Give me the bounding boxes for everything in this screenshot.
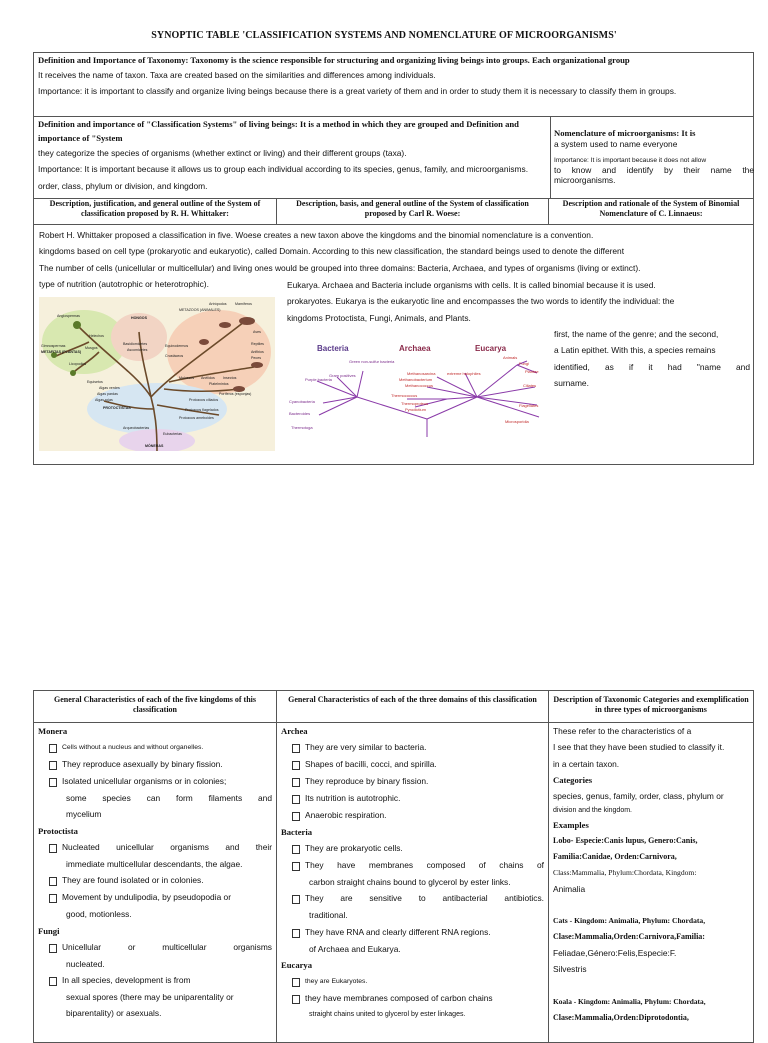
label-methanosarcina: Methanosarcina — [407, 371, 436, 376]
checkbox-bullet-icon — [49, 894, 57, 903]
body-line: kingdoms based on cell type (prokaryotic and eukaryotic), called Domain. According to this new classification, the standard beings used to denote the different — [39, 246, 625, 257]
label-microsporidia: Microsporidia — [505, 419, 529, 424]
checkbox-bullet-icon — [49, 761, 57, 770]
checkbox-bullet-icon — [292, 895, 300, 904]
label-insectos: Insectos — [223, 376, 237, 380]
kingdoms-cell — [34, 723, 277, 1043]
nomenclature-cell — [550, 116, 754, 198]
domain-archaea: Archaea — [399, 344, 431, 353]
label-green-bacteria: Green non-sulfur bacteria — [349, 359, 395, 364]
label-fungi: Fungi — [519, 361, 530, 366]
label-pyrodictium: Pyrodictium — [405, 407, 426, 412]
label-algas-verdes: Algas verdes — [99, 386, 120, 390]
label-eubacterias: Eubacterias — [163, 432, 182, 436]
synoptic-table-bottom — [33, 690, 754, 1043]
checkbox-bullet-icon — [292, 744, 300, 753]
list-item: They are very similar to bacteria. — [281, 739, 544, 756]
list-item-continued: nucleated. — [66, 958, 105, 969]
label-metafitas: METAFITAS (PLANTAS) — [41, 350, 82, 354]
document-title: SYNOPTIC TABLE 'CLASSIFICATION SYSTEMS AND NOMENCLATURE OF MICROORGANISMS' — [151, 30, 617, 41]
label-musgos: Musgos — [85, 346, 98, 350]
list-item: Movement by undulipodia, by pseudopodia or — [38, 889, 272, 906]
label-protoctistas: PROTOCTISTAS — [103, 406, 131, 410]
example-cat: Clase:Mammalia,Orden:Carnivora,Familia: — [553, 932, 705, 942]
kingdom-monera: Monera — [38, 726, 68, 736]
label-protozoos-ameboides: Protozoos ameboides — [179, 416, 214, 420]
body-line: Robert H. Whittaker proposed a classification in five. Woese creates a new taxon above the kingdoms and the binomial nomenclature is a convention. — [39, 230, 594, 240]
label-algas-pardas: Algas pardas — [97, 392, 118, 396]
list-item: They have membranes composed of chains of — [281, 857, 544, 874]
woese-line: Eukarya. Archaea and Bacteria include organisms with cells. It is called binomial because it is used. — [287, 280, 656, 290]
taxonomy-text: division and the kingdom. — [553, 806, 632, 814]
taxonomy-text: in a certain taxon. — [553, 758, 620, 769]
domain-archea: Archea — [281, 726, 308, 736]
label-halophiles: extreme halophiles — [447, 371, 481, 376]
list-item: They are sensitive to antibacterial antibiotics. — [281, 890, 544, 907]
list-item: They reproduce by binary fission. — [281, 773, 544, 790]
body-line: type of nutrition (autotrophic or heterotrophic). — [39, 279, 209, 290]
taxonomy-text: species, genus, family, order, class, phylum or — [553, 791, 724, 802]
checkbox-bullet-icon — [49, 844, 57, 853]
nomenclature-heading: Nomenclature of microorganisms: It is — [554, 128, 696, 138]
list-item-continued: immediate multicellular descendants, the algae. — [66, 858, 243, 869]
taxonomy-text: These refer to the characteristics of a — [553, 726, 692, 736]
checkbox-bullet-icon — [49, 744, 57, 753]
header-five-kingdoms: General Characteristics of each of the five kingdoms of this classification — [34, 691, 277, 723]
label-artropodos: Artrópodos — [209, 302, 227, 306]
label-protozoos-ciliados: Protozoos ciliados — [189, 398, 219, 402]
nomenclature-line: to know and identify by their name the microorganisms. — [554, 164, 754, 185]
label-animals: Animals — [503, 355, 518, 360]
label-angiospermas: Angiospermas — [57, 314, 80, 318]
label-basidiomicetes: Basidiomicetes — [123, 342, 148, 346]
label-gimnospermas: Gimnospermas — [41, 344, 66, 348]
synoptic-table-top — [33, 52, 754, 465]
example-wolf: Animalia — [553, 883, 586, 894]
label-arqueobacterias: Arqueobacterias — [123, 426, 150, 430]
label-moneras: MÓNERAS — [145, 444, 164, 448]
list-item: They reproduce asexually by binary fission. — [38, 756, 272, 773]
list-item-continued: mycelium — [66, 809, 102, 820]
label-methanobacterium: Methanobacterium — [399, 377, 433, 382]
label-peces: Peces — [251, 356, 261, 360]
label-thermoproteus: Thermoproteus — [401, 401, 429, 406]
kingdom-protoctista: Protoctista — [38, 825, 78, 836]
linnaeus-line: identified, as if it had "name and — [554, 361, 750, 372]
checkbox-bullet-icon — [49, 778, 57, 787]
label-hongos: HONGOS — [131, 316, 147, 320]
checkbox-bullet-icon — [49, 977, 57, 986]
label-equisetos: Equisetos — [87, 380, 103, 384]
example-wolf: Familia:Canidae, Orden:Carnivora, — [553, 851, 677, 861]
header-three-domains: General Characteristics of each of the three domains of this classification — [277, 691, 549, 723]
checkbox-bullet-icon — [292, 929, 300, 938]
taxonomy-text: I see that they have been studied to classify it. — [553, 742, 725, 753]
header-whittaker: Description, justification, and general outline of the System of classification proposed by R. H. Whittaker: — [34, 199, 277, 225]
list-item-continued: some species can form filaments and — [66, 793, 272, 803]
linnaeus-line: a Latin epithet. With this, a species remains — [554, 345, 716, 356]
label-cyanobacteria: Cyanobacteria — [289, 399, 315, 404]
checkbox-bullet-icon — [292, 995, 300, 1004]
list-item: Isolated unicellular organisms or in colonies; — [38, 773, 272, 790]
list-item-continued: biparentality) or asexuals. — [66, 1008, 162, 1019]
label-poriferos: Poríferos (esponjas) — [219, 392, 252, 396]
linnaeus-line: surname. — [554, 378, 589, 389]
label-gram-positives: Gram positives — [329, 373, 356, 378]
woese-line: kingdoms Protoctista, Fungi, Animals, and Plants. — [287, 312, 471, 323]
checkbox-bullet-icon — [292, 812, 300, 821]
list-item: they are Eukaryotes. — [281, 973, 544, 990]
checkbox-bullet-icon — [49, 877, 57, 886]
label-thermotoga: Thermotoga — [291, 425, 313, 430]
domains-cell — [277, 723, 549, 1043]
example-wolf: Class:Mammalia, Phylum:Chordata, Kingdom: — [553, 867, 697, 877]
taxonomy-importance: Importance: it is important to classify and organize living beings because there is a great variety of them and in order to study them it is necessary to classify them in groups. — [38, 86, 677, 97]
kingdom-fungi: Fungi — [38, 925, 60, 936]
classification-line: order, class, phylum or division, and kingdom. — [38, 180, 208, 191]
label-licopodios: Licopodios — [69, 362, 87, 366]
label-helechos: Helechos — [89, 334, 104, 338]
label-platelmintos: Platelmintos — [209, 382, 229, 386]
label-anfibios: Anfibios — [251, 350, 264, 354]
linnaeus-line: first, the name of the genre; and the second, — [554, 329, 719, 339]
label-flagellates: Flagellates — [519, 403, 539, 408]
checkbox-bullet-icon — [49, 944, 57, 953]
list-item-continued: of Archaea and Eukarya. — [309, 943, 401, 954]
list-item: Anaerobic respiration. — [281, 807, 544, 824]
nomenclature-line: a system used to name everyone — [554, 139, 678, 149]
list-item-continued: carbon straight chains bound to glycerol by ester links. — [309, 877, 511, 887]
taxonomy-cell — [549, 723, 754, 1043]
label-bacteroides: Bacteroides — [289, 411, 311, 416]
domain-bacteria: Bacteria — [317, 344, 349, 353]
label-ciliates: Ciliates — [523, 383, 537, 388]
example-cat: Feliadae,Género:Felis,Especie:F. — [553, 948, 677, 959]
label-reptiles: Reptiles — [251, 342, 264, 346]
header-linnaeus: Description and rationale of the System of Binomial Nomenclature of C. Linnaeus: — [549, 199, 754, 225]
label-equinodermos: Equinodermos — [165, 344, 189, 348]
list-item: they have membranes composed of carbon chains — [281, 990, 544, 1007]
categories-heading: Categories — [553, 775, 593, 786]
label-plantae: Plantae — [525, 369, 539, 374]
label-thermococcus: Thermococcus — [391, 393, 418, 398]
checkbox-bullet-icon — [292, 862, 300, 871]
examples-heading: Examples — [553, 819, 589, 830]
list-item-continued: sexual spores (there may be uniparentality or — [66, 992, 234, 1003]
checkbox-bullet-icon — [292, 761, 300, 770]
checkbox-bullet-icon — [292, 978, 300, 987]
list-item-continued: straight chains united to glycerol by ester linkages. — [309, 1011, 466, 1019]
list-item: They are found isolated or in colonies. — [38, 872, 272, 889]
systems-body-cell — [34, 225, 754, 465]
list-item: Nucleated unicellular organisms and their — [38, 839, 272, 856]
list-item: In all species, development is from — [38, 972, 272, 989]
checkbox-bullet-icon — [292, 778, 300, 787]
checkbox-bullet-icon — [292, 845, 300, 854]
list-item-continued: good, motionless. — [66, 909, 132, 920]
classification-importance: Importance: It is important because it allows us to group each individual according to its species, genus, family, and microorganisms. — [38, 164, 529, 175]
classification-systems-cell — [34, 117, 754, 199]
header-taxonomic-categories: Description of Taxonomic Categories and exemplification in three types of microorganisms — [549, 691, 754, 723]
example-cat: Silvestris — [553, 964, 587, 975]
taxonomy-definition-cell — [34, 53, 754, 117]
label-crustaceos: Crustáceos — [165, 354, 184, 358]
list-item: Shapes of bacilli, cocci, and spirilla. — [281, 756, 544, 773]
domain-eucarya: Eucarya — [475, 344, 507, 353]
label-anelidos: Anélidos — [201, 376, 215, 380]
label-methanococcus: Methanococcus — [405, 383, 434, 388]
body-line: The number of cells (unicellular or multicellular) and living ones would be grouped into three domains: Bacteria, Archaea, and types of organisms (living or extinct). — [39, 262, 641, 273]
woese-line: prokaryotes. Eukarya is the eukaryotic line and encompasses the two words to identify the individual: the — [287, 296, 675, 307]
label-moluscos: Moluscos — [179, 376, 195, 380]
classification-heading: Definition and importance of "Classification Systems" of living beings: It is a method in which they are grouped and Definition and importance of "System — [38, 119, 519, 143]
list-item: They have RNA and clearly different RNA regions. — [281, 924, 544, 941]
woese-tree-figure — [287, 337, 547, 447]
label-purple-bacteria: Purple bacteria — [305, 377, 332, 382]
label-mamiferos: Mamíferos — [235, 302, 252, 306]
label-aves: Aves — [253, 330, 261, 334]
classification-line: they categorize the species of organisms (whether extinct or living) and their different groups (taxa). — [38, 148, 407, 158]
label-metazoos: METAZOOS (ANIMALES) — [179, 308, 221, 312]
list-item: They are prokaryotic cells. — [281, 840, 544, 857]
example-koala: Koala - Kingdom: Animalia, Phylum: Chordata, — [553, 996, 706, 1006]
whittaker-tree-figure — [39, 297, 275, 451]
domain-eucarya-heading: Eucarya — [281, 960, 313, 971]
example-wolf: Lobo- Especie:Canis lupus, Genero:Canis, — [553, 835, 698, 845]
list-item: Its nutrition is autotrophic. — [281, 790, 544, 807]
header-woese: Description, basis, and general outline of the System of classification proposed by Carl R. Woese: — [277, 199, 549, 225]
domain-bacteria-heading: Bacteria — [281, 827, 313, 837]
list-item-continued: traditional. — [309, 910, 348, 921]
list-item: Cells without a nucleus and without organelles. — [38, 739, 272, 756]
label-protozoos-flagelados: Protozoos flagelados — [185, 408, 219, 412]
list-item: Unicellular or multicellular organisms — [38, 939, 272, 956]
taxonomy-heading: Definition and Importance of Taxonomy: Taxonomy is the science responsible for structuring and organizing living beings into groups. Each organizational group — [38, 55, 630, 65]
nomenclature-importance: Importance: It is important because it does not allow — [554, 156, 707, 164]
checkbox-bullet-icon — [292, 795, 300, 804]
label-ascomicetes: Ascomicetes — [127, 348, 148, 352]
example-koala: Clase:Mammalia,Orden:Diprotodontia, — [553, 1012, 689, 1022]
taxonomy-line: It receives the name of taxon. Taxa are created based on the similarities and differences among individuals. — [38, 70, 436, 80]
label-algas-rojas: Algas rojas — [95, 398, 113, 402]
example-cat: Cats - Kingdom: Animalia, Phylum: Chordata, — [553, 916, 706, 926]
